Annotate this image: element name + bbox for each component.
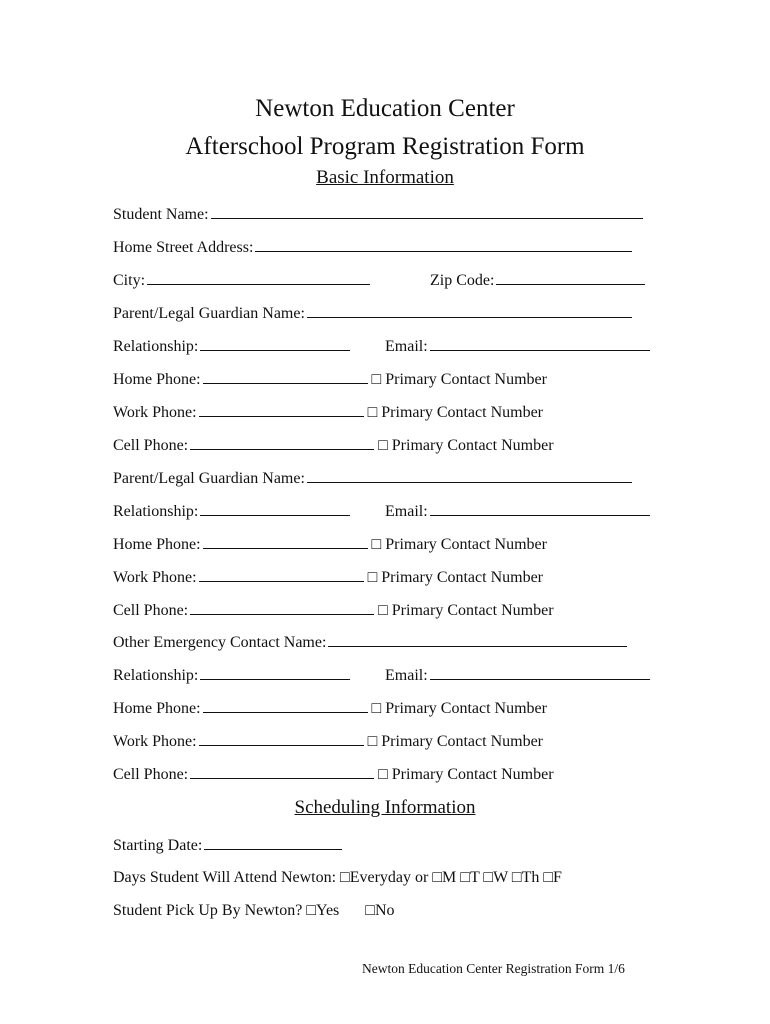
- pickup-label: Student Pick Up By Newton?: [113, 902, 303, 919]
- student-name-label: Student Name:: [113, 206, 209, 223]
- day-m-label: M: [442, 869, 457, 886]
- home-phone-label: Home Phone:: [113, 700, 201, 717]
- contact-3-work-phone-row: [113, 731, 658, 752]
- home-phone-field[interactable]: [203, 698, 368, 713]
- primary-contact-checkbox[interactable]: □: [371, 536, 382, 553]
- relationship-field[interactable]: [200, 501, 350, 516]
- relationship-group: [113, 665, 350, 686]
- primary-contact-checkbox[interactable]: □: [371, 700, 382, 717]
- everyday-label: Everyday or: [349, 869, 429, 886]
- contact-2-work-phone-row: [113, 567, 658, 588]
- pickup-yes-checkbox[interactable]: □: [306, 902, 316, 919]
- contact-name-field[interactable]: [328, 632, 627, 647]
- primary-contact-label: Primary Contact Number: [381, 404, 544, 421]
- email-field[interactable]: [430, 665, 650, 680]
- work-phone-label: Work Phone:: [113, 569, 197, 586]
- city-field[interactable]: [147, 270, 370, 285]
- cell-phone-label: Cell Phone:: [113, 766, 189, 783]
- primary-contact-checkbox[interactable]: □: [371, 371, 382, 388]
- contact-3-home-phone-row: [113, 698, 658, 719]
- relationship-group: [113, 501, 350, 522]
- email-group: [385, 336, 650, 357]
- home-address-label: Home Street Address:: [113, 239, 254, 256]
- student-name-row: [113, 204, 658, 225]
- contact-name-label: Other Emergency Contact Name:: [113, 634, 327, 651]
- email-field[interactable]: [430, 336, 650, 351]
- contact-1-name-row: [113, 303, 658, 324]
- relationship-label: Relationship:: [113, 503, 199, 520]
- primary-contact-label: Primary Contact Number: [385, 700, 547, 717]
- work-phone-field[interactable]: [199, 402, 364, 417]
- contact-3-cell-phone-row: [113, 764, 658, 785]
- contact-name-field[interactable]: [307, 468, 632, 483]
- email-label: Email:: [385, 503, 428, 520]
- attend-days-row: [113, 868, 658, 888]
- day-w-checkbox[interactable]: □: [483, 869, 494, 886]
- day-f-label: F: [553, 869, 562, 886]
- relationship-field[interactable]: [200, 665, 350, 680]
- form-title: Afterschool Program Registration Form: [185, 133, 585, 160]
- email-group: [385, 665, 650, 686]
- home-phone-field[interactable]: [203, 369, 368, 384]
- home-address-row: [113, 237, 658, 258]
- day-m-checkbox[interactable]: □: [432, 869, 443, 886]
- org-title: Newton Education Center: [255, 95, 515, 122]
- contact-1-home-phone-row: [113, 369, 658, 390]
- zip-group: [430, 270, 645, 291]
- primary-contact-checkbox[interactable]: □: [378, 766, 388, 783]
- pickup-yes-label: Yes: [316, 902, 340, 919]
- day-th-label: Th: [521, 869, 540, 886]
- primary-contact-label: Primary Contact Number: [391, 766, 554, 783]
- contact-1-work-phone-row: [113, 402, 658, 423]
- zip-label: Zip Code:: [430, 272, 495, 289]
- starting-date-field[interactable]: [204, 835, 342, 850]
- page-footer: Newton Education Center Registration Form 1/6: [362, 961, 625, 976]
- scheduling-information-heading: Scheduling Information: [294, 797, 476, 818]
- home-address-field[interactable]: [255, 237, 632, 252]
- contact-2-name-row: [113, 468, 658, 489]
- contact-name-field[interactable]: [307, 303, 632, 318]
- day-w-label: W: [493, 869, 508, 886]
- home-phone-field[interactable]: [203, 534, 368, 549]
- day-th-checkbox[interactable]: □: [511, 869, 522, 886]
- student-name-field[interactable]: [211, 204, 643, 219]
- primary-contact-label: Primary Contact Number: [391, 437, 554, 454]
- primary-contact-checkbox[interactable]: □: [367, 569, 378, 586]
- work-phone-label: Work Phone:: [113, 733, 197, 750]
- attend-days-label: Days Student Will Attend Newton:: [113, 869, 337, 886]
- zip-field[interactable]: [496, 270, 645, 285]
- work-phone-label: Work Phone:: [113, 404, 197, 421]
- cell-phone-field[interactable]: [190, 764, 374, 779]
- primary-contact-label: Primary Contact Number: [381, 733, 544, 750]
- basic-information-heading: Basic Information: [316, 167, 454, 188]
- relationship-label: Relationship:: [113, 667, 199, 684]
- email-field[interactable]: [430, 501, 650, 516]
- email-group: [385, 501, 650, 522]
- primary-contact-checkbox[interactable]: □: [378, 437, 388, 454]
- day-checkboxes: [432, 869, 562, 886]
- day-f-checkbox[interactable]: □: [543, 869, 554, 886]
- relationship-field[interactable]: [200, 336, 350, 351]
- primary-contact-label: Primary Contact Number: [381, 569, 544, 586]
- primary-contact-checkbox[interactable]: □: [367, 404, 378, 421]
- cell-phone-field[interactable]: [190, 600, 374, 615]
- city-label: City:: [113, 272, 146, 289]
- home-phone-label: Home Phone:: [113, 536, 201, 553]
- primary-contact-checkbox[interactable]: □: [378, 602, 388, 619]
- email-label: Email:: [385, 667, 428, 684]
- everyday-checkbox[interactable]: □: [340, 869, 350, 886]
- relationship-group: [113, 336, 350, 357]
- contact-2-cell-phone-row: [113, 600, 658, 621]
- contact-name-label: Parent/Legal Guardian Name:: [113, 305, 305, 322]
- contact-name-label: Parent/Legal Guardian Name:: [113, 470, 305, 487]
- starting-date-row: [113, 835, 658, 856]
- primary-contact-label: Primary Contact Number: [385, 371, 547, 388]
- city-group: [113, 270, 370, 291]
- contact-2-home-phone-row: [113, 534, 658, 555]
- work-phone-field[interactable]: [199, 731, 364, 746]
- work-phone-field[interactable]: [199, 567, 364, 582]
- primary-contact-label: Primary Contact Number: [391, 602, 554, 619]
- pickup-no-checkbox[interactable]: □: [365, 902, 375, 919]
- contact-1-cell-phone-row: [113, 435, 658, 456]
- cell-phone-label: Cell Phone:: [113, 437, 189, 454]
- email-label: Email:: [385, 338, 428, 355]
- primary-contact-label: Primary Contact Number: [385, 536, 547, 553]
- home-phone-label: Home Phone:: [113, 371, 201, 388]
- cell-phone-field[interactable]: [190, 435, 374, 450]
- day-t-checkbox[interactable]: □: [460, 869, 470, 886]
- pickup-row: [113, 901, 658, 921]
- starting-date-label: Starting Date:: [113, 837, 203, 854]
- cell-phone-label: Cell Phone:: [113, 602, 189, 619]
- pickup-no-label: No: [374, 902, 395, 919]
- day-t-label: T: [469, 869, 480, 886]
- relationship-label: Relationship:: [113, 338, 199, 355]
- contact-3-name-row: [113, 632, 658, 653]
- primary-contact-checkbox[interactable]: □: [367, 733, 378, 750]
